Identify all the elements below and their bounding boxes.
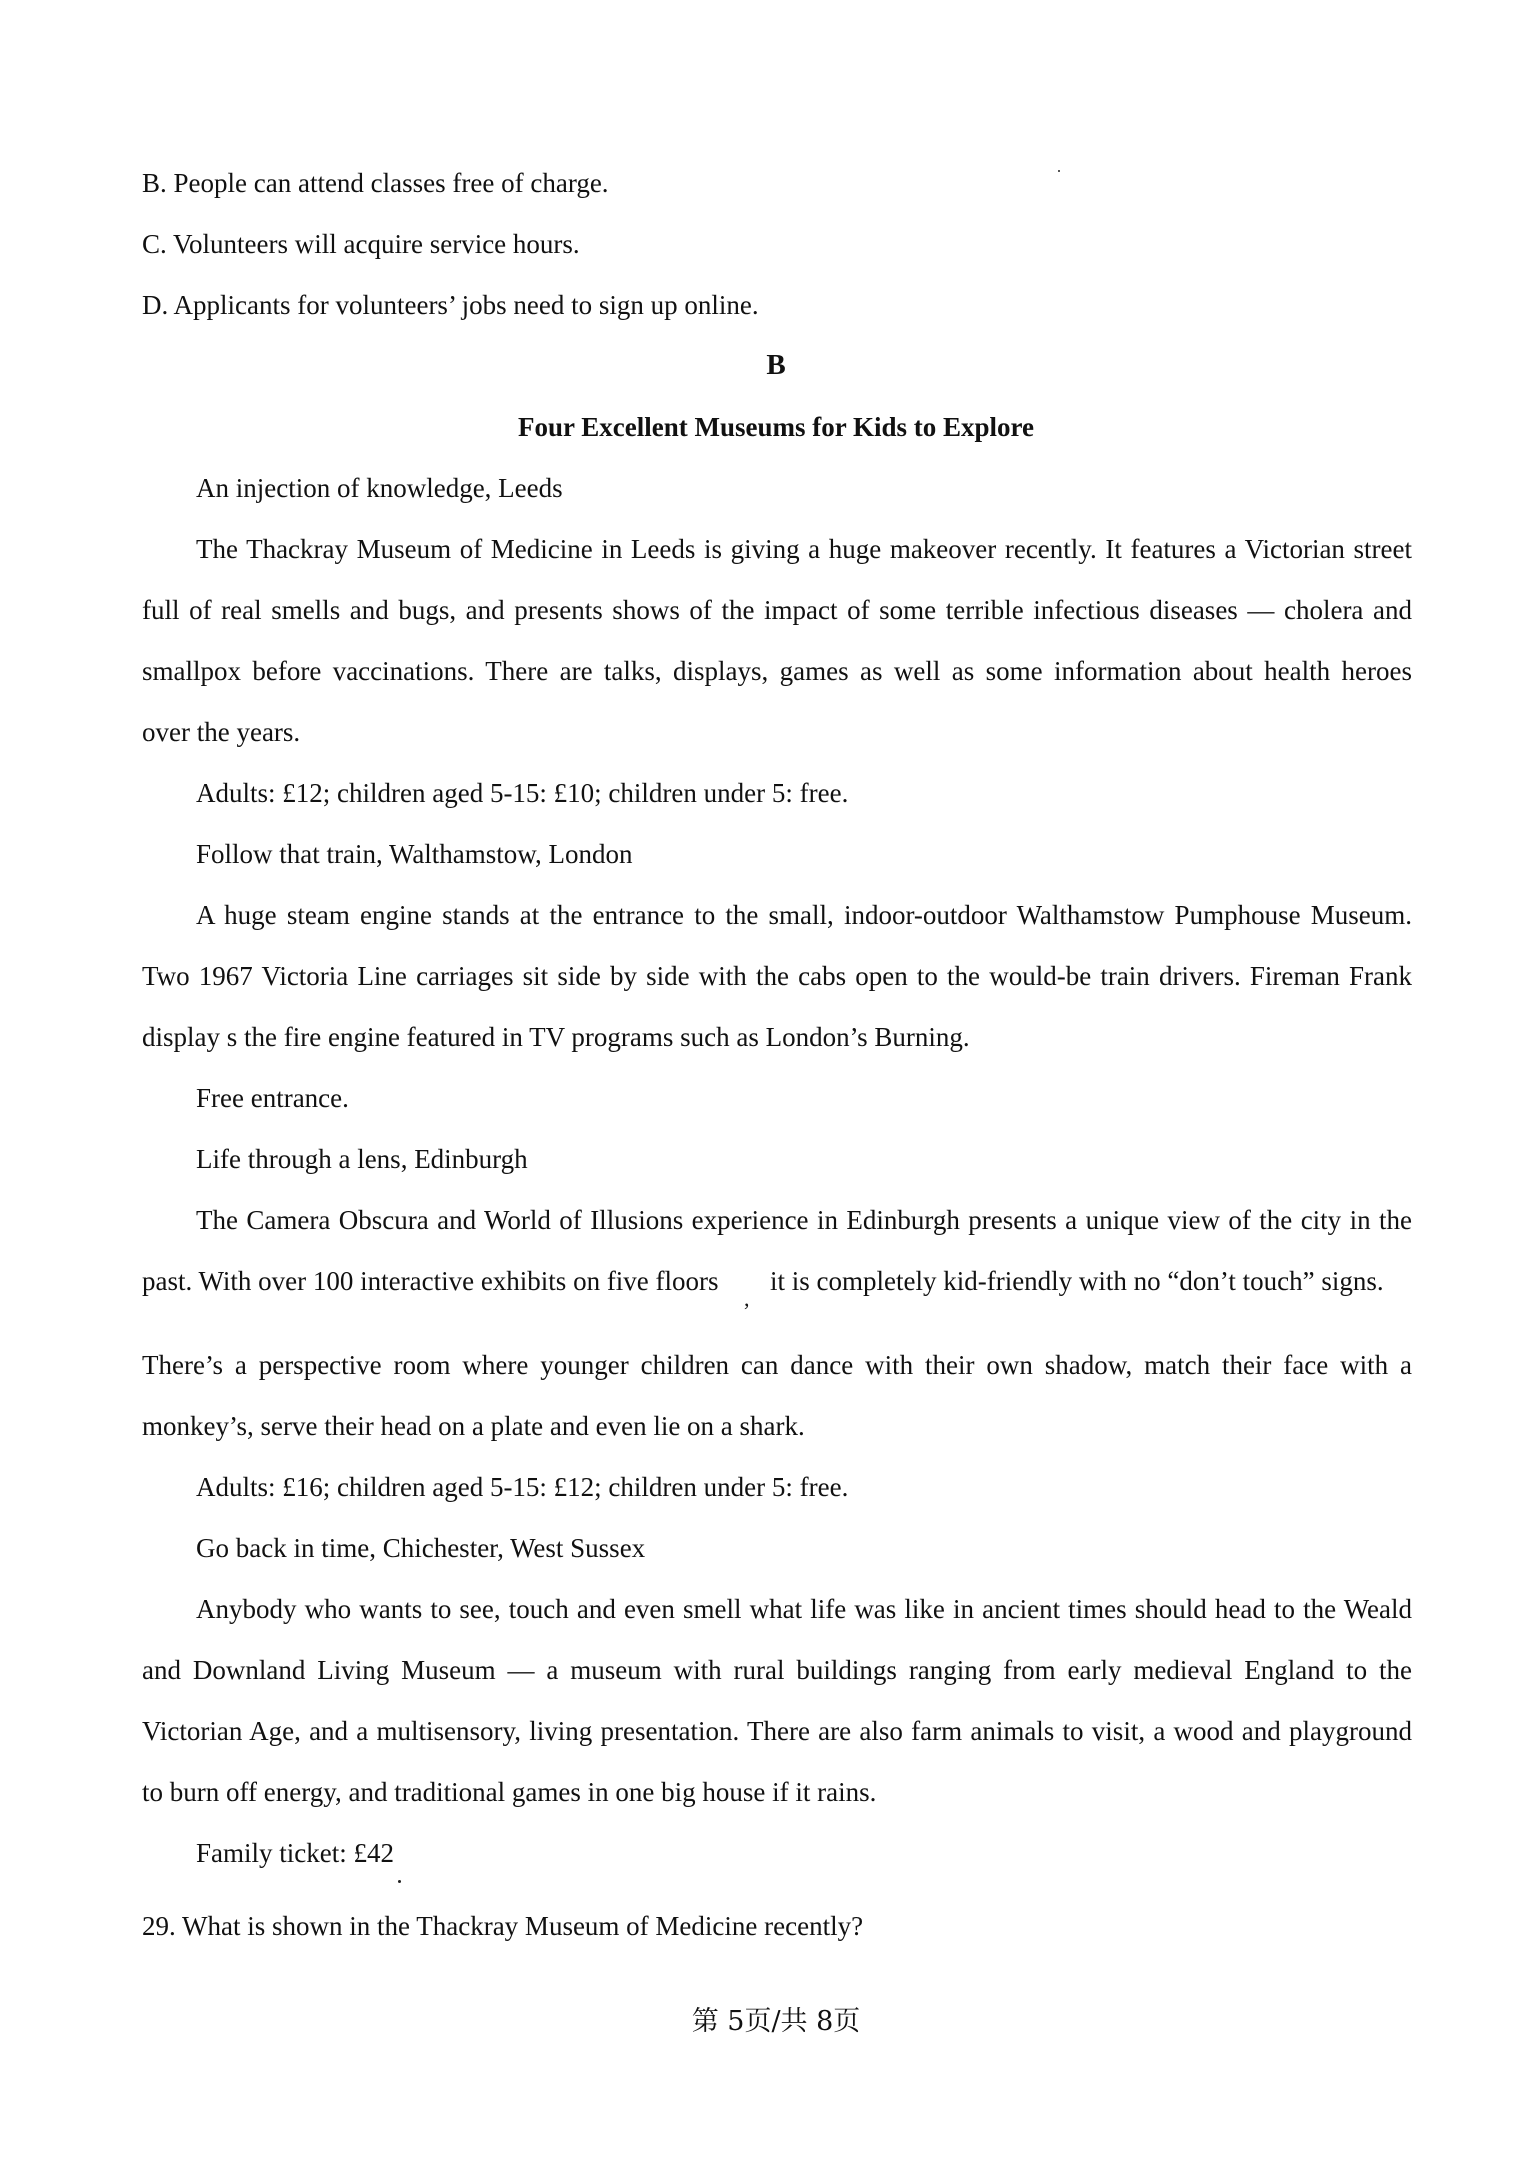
museum-price: Family ticket: £42 <box>196 1838 394 1868</box>
body-line: display s the fire engine featured in TV programs such as London’s Burning. <box>142 1022 970 1052</box>
body-line: Victorian Age, and a multisensory, living presentation. There are also farm animals to visit, a wood and playground <box>142 1716 1412 1746</box>
body-line: to burn off energy, and traditional games in one big house if it rains. <box>142 1777 877 1807</box>
option-d: D. Applicants for volunteers’ jobs need to sign up online. <box>142 290 759 320</box>
body-line: Anybody who wants to see, touch and even smell what life was like in ancient times should head to the Weald <box>196 1594 1412 1624</box>
stray-comma-mark: , <box>744 1286 750 1311</box>
body-line: past. With over 100 interactive exhibits on five floors <box>142 1266 719 1296</box>
question-29: 29. What is shown in the Thackray Museum of Medicine recently? <box>142 1911 864 1941</box>
body-line: The Thackray Museum of Medicine in Leeds is giving a huge makeover recently. It features a Victorian street <box>196 534 1412 564</box>
scan-speck <box>1058 170 1060 172</box>
museum-heading: Go back in time, Chichester, West Sussex <box>196 1533 646 1563</box>
body-line: full of real smells and bugs, and presents shows of the impact of some terrible infectious diseases — cholera and <box>142 595 1412 625</box>
body-line: monkey’s, serve their head on a plate and even lie on a shark. <box>142 1411 805 1441</box>
body-line: smallpox before vaccinations. There are talks, displays, games as well as some information about health heroes <box>142 656 1412 686</box>
museum-price: Free entrance. <box>196 1083 349 1113</box>
body-line: Two 1967 Victoria Line carriages sit side by side with the cabs open to the would-be train drivers. Fireman Frank <box>142 961 1412 991</box>
body-line: and Downland Living Museum — a museum with rural buildings ranging from early medieval England to the <box>142 1655 1412 1685</box>
museum-price: Adults: £16; children aged 5-15: £12; children under 5: free. <box>196 1472 849 1502</box>
stray-dot-mark <box>398 1880 401 1883</box>
museum-heading: Life through a lens, Edinburgh <box>196 1144 528 1174</box>
body-line: over the years. <box>142 717 301 747</box>
museum-price: Adults: £12; children aged 5-15: £10; children under 5: free. <box>196 778 849 808</box>
body-line: There’s a perspective room where younger children can dance with their own shadow, match their face with a <box>142 1350 1412 1380</box>
body-line: it is completely kid-friendly with no “don’t touch” signs. <box>770 1266 1384 1296</box>
body-line: The Camera Obscura and World of Illusions experience in Edinburgh presents a unique view of the city in the <box>196 1205 1412 1235</box>
body-line: A huge steam engine stands at the entrance to the small, indoor-outdoor Walthamstow Pumphouse Museum. <box>196 900 1412 930</box>
section-letter: B <box>766 349 786 381</box>
page-number-footer: 第 5页/共 8页 <box>691 2006 861 2037</box>
section-title: Four Excellent Museums for Kids to Explore <box>518 412 1034 442</box>
museum-heading: An injection of knowledge, Leeds <box>196 473 563 503</box>
option-b: B. People can attend classes free of charge. <box>142 168 609 198</box>
option-c: C. Volunteers will acquire service hours. <box>142 229 580 259</box>
museum-heading: Follow that train, Walthamstow, London <box>196 839 633 869</box>
